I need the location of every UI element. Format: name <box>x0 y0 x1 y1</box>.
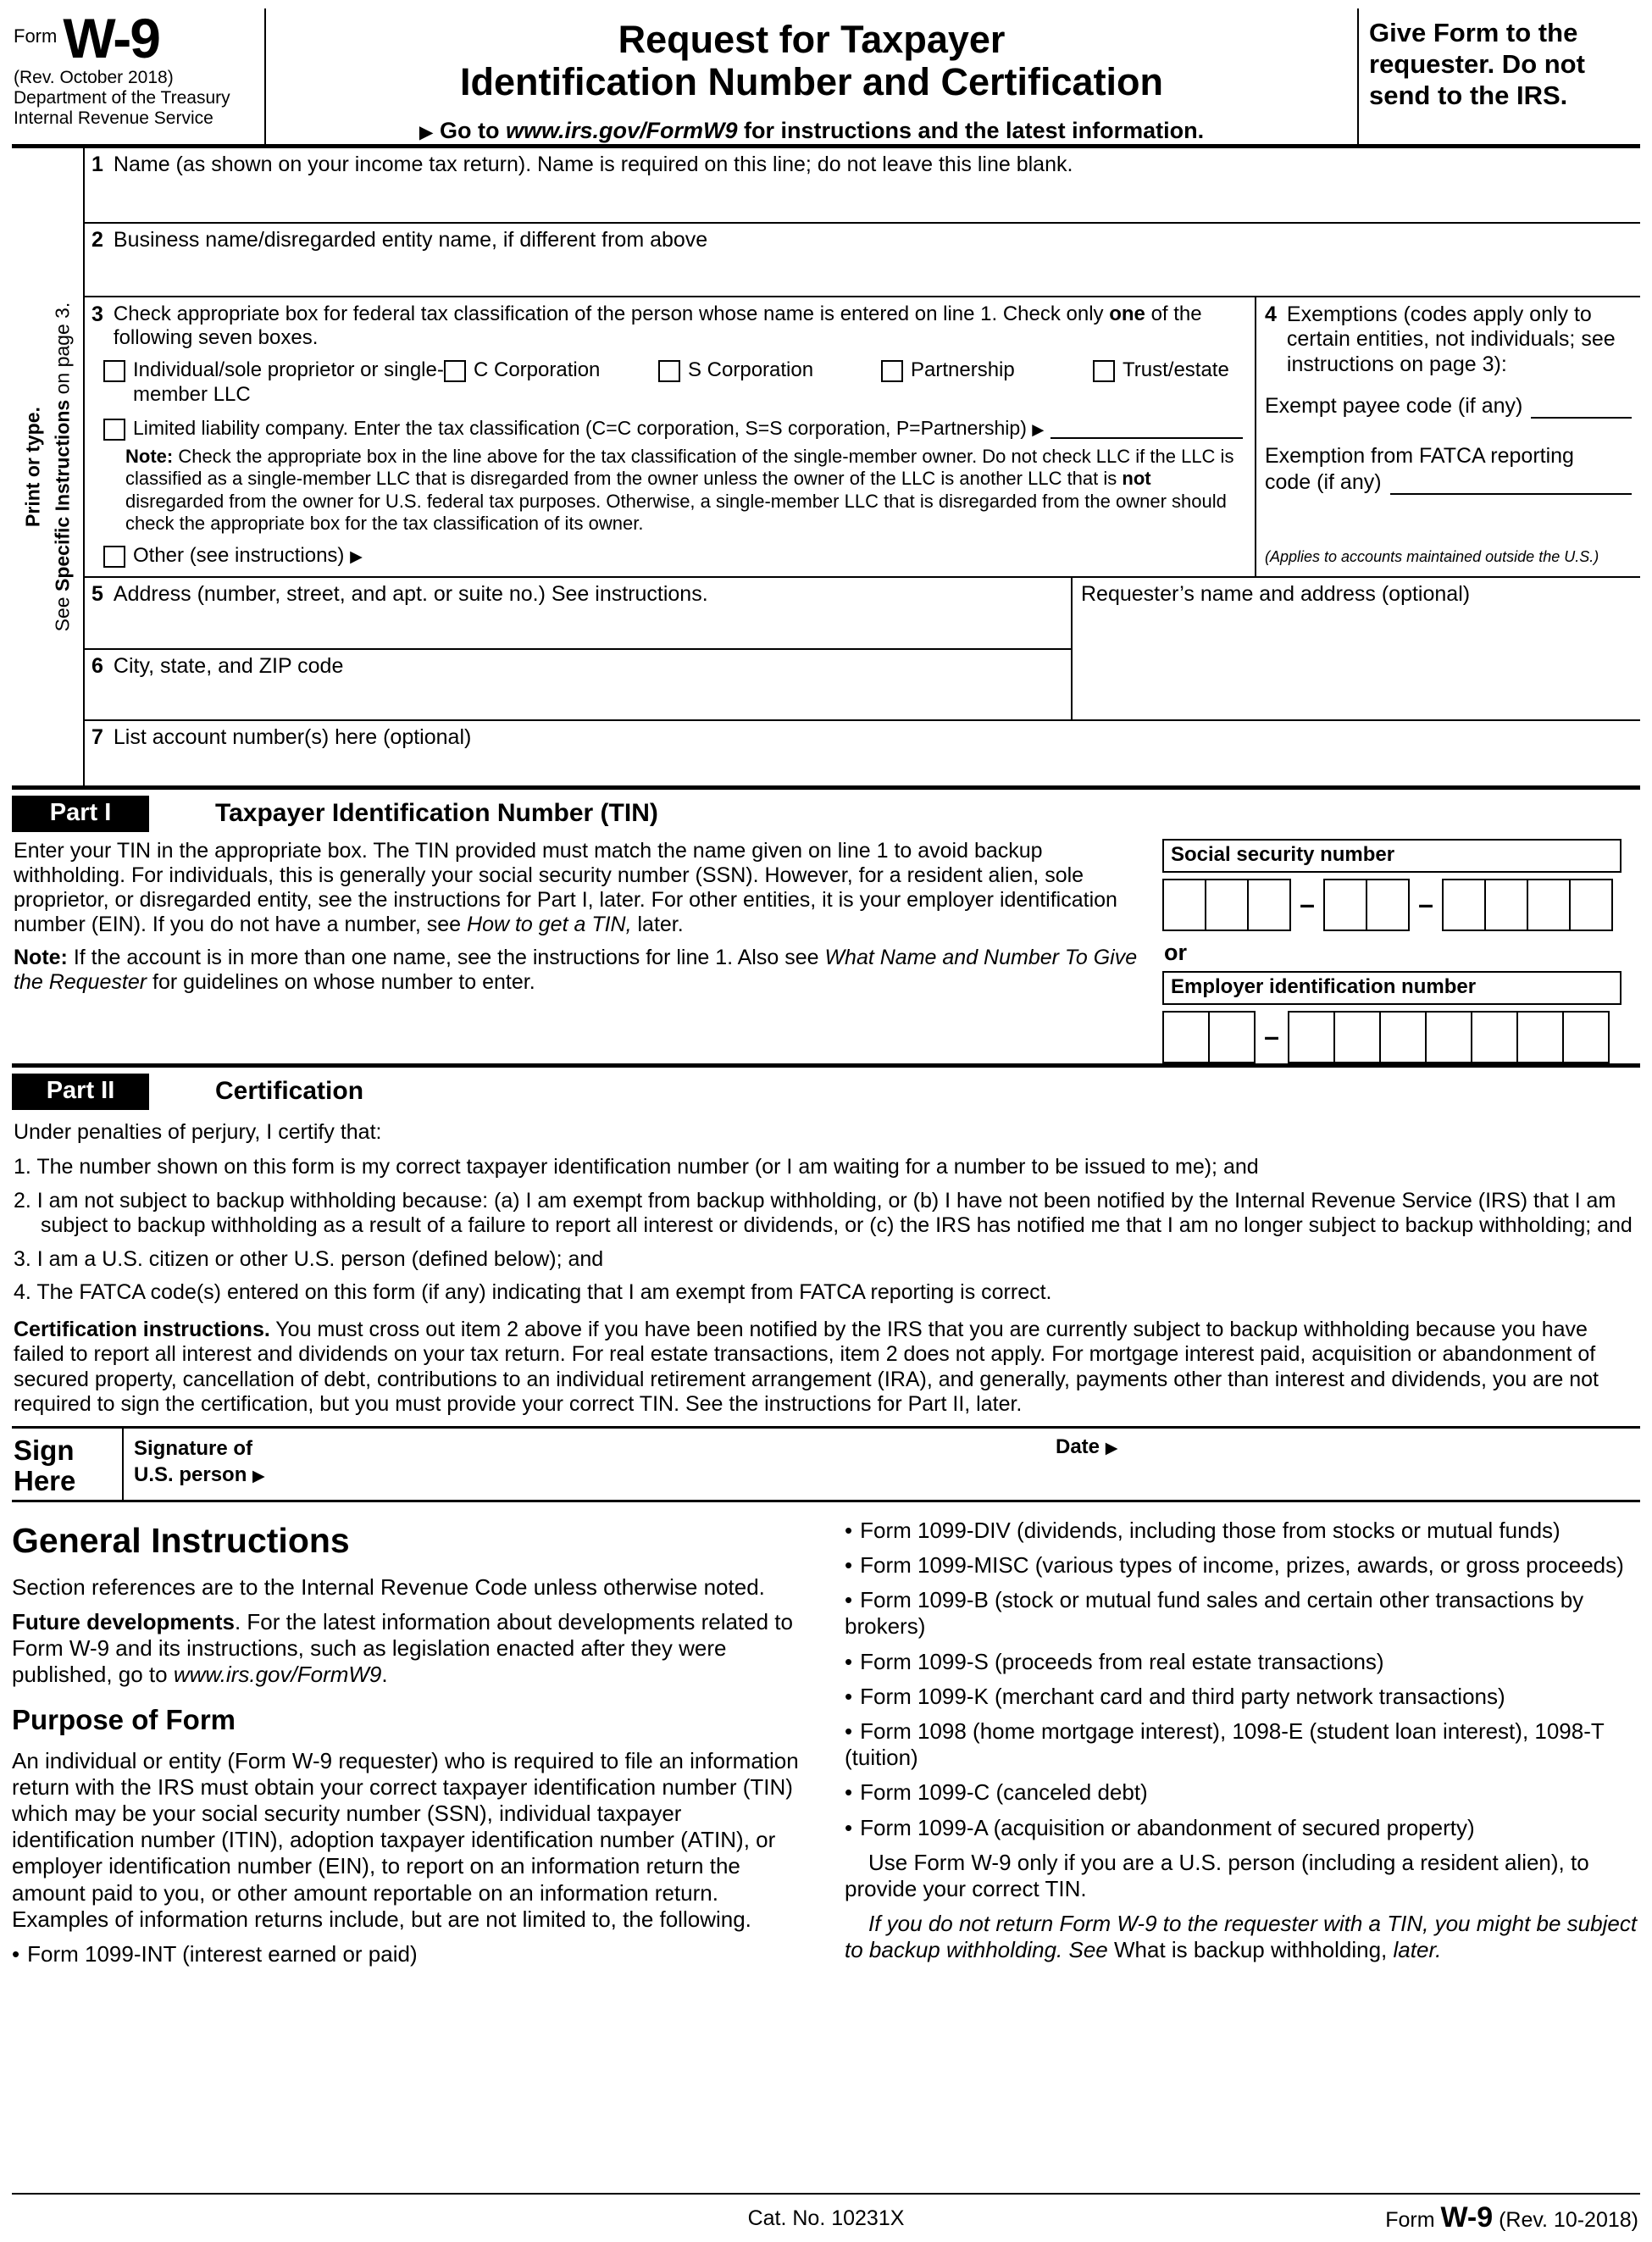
other-option <box>103 544 1248 568</box>
line4-label: Exemptions (codes apply only to certain entities, not individuals; see instructions on page 3): <box>1286 302 1616 376</box>
form-title-line2: Identification Number and Certification <box>459 60 1164 104</box>
line3-label-line <box>91 302 1248 351</box>
sidebar-rotated-text <box>19 302 77 632</box>
bullet-icon: • <box>845 1587 853 1613</box>
right-arrow-icon: ▶ <box>252 1468 265 1486</box>
bullet-icon: • <box>845 1648 853 1674</box>
c-corporation-label: C Corporation <box>474 358 601 382</box>
right-arrow-icon: ▶ <box>1105 1439 1118 1457</box>
ein-digit-cell[interactable] <box>1288 1011 1335 1063</box>
ssn-digit-cell[interactable] <box>1162 879 1206 931</box>
ssn-digit-cell[interactable] <box>1484 879 1528 931</box>
general-instructions-title: General Instructions <box>12 1520 350 1560</box>
goto-text-pre: Go to <box>440 117 506 143</box>
line7-account-numbers-row <box>85 721 1640 785</box>
purpose-of-form-title: Purpose of Form <box>12 1703 236 1735</box>
bullet-icon: • <box>845 1552 853 1579</box>
part1-title: Taxpayer Identification Number (TIN) <box>215 799 658 828</box>
line3-line4-row <box>85 297 1640 578</box>
individual-label: Individual/sole proprietor or single-member LLC <box>133 358 444 406</box>
date-label: Date <box>1056 1435 1100 1458</box>
part1-body <box>12 837 1640 1063</box>
ein-digit-cell[interactable] <box>1379 1011 1427 1063</box>
ein-digit-cell[interactable] <box>1333 1011 1381 1063</box>
tin-entry-area <box>1150 837 1640 1063</box>
requester-box <box>1071 578 1640 719</box>
line3-note: Note: Check the appropriate box in the line above for the tax classification of the single-member owner. Do not check LLC if the LLC is classified as a single-member LLC that is disregarded from the owner unless the owner of the LLC is another LLC that is not disregarded from the owner for U.S. federal tax purposes. Otherwise, a single-member LLC that is disregarded from the owner should check the appropriate box for the tax classification of its owner. <box>125 446 1234 535</box>
see-specific-instructions-label: See Specific Instructions on page 3. <box>51 302 73 632</box>
ein-digit-cell[interactable] <box>1162 1011 1210 1063</box>
name-input[interactable] <box>91 177 1633 218</box>
bullet-1099-b: • Form 1099-B (stock or mutual fund sales and certain other transactions by brokers) <box>845 1587 1584 1640</box>
form-word-label: Form <box>14 25 58 47</box>
ssn-digit-cell[interactable] <box>1205 879 1249 931</box>
line5-address-row <box>85 578 1071 650</box>
catalog-number: Cat. No. 10231X <box>747 2206 905 2230</box>
certification-instructions: Certification instructions. You must cross out item 2 above if you have been notified by the IRS that you are currently subject to backup withholding because you have failed to report all interest and dividends on your tax return. For real estate transactions, item 2 does not apply. For mortgage interest paid, acquisition or abandonment of secured property, cancellation of debt, contributions to an individual retirement arrangement (IRA), and generally, payments other than interest and dividends, you are not required to sign the certification, but you must provide your correct TIN. See the instructions for Part II, later. <box>14 1317 1599 1417</box>
page-footer <box>12 2193 1640 2242</box>
fatca-label-line2 <box>1265 470 1632 495</box>
bullet-1099-c: • Form 1099-C (canceled debt) <box>845 1779 1148 1806</box>
certification-intro: Under penalties of perjury, I certify that: <box>14 1119 382 1144</box>
line4-number: 4 <box>1265 302 1277 326</box>
requester-label: Requester’s name and address (optional) <box>1081 581 1471 606</box>
form-header <box>12 8 1640 148</box>
part1-badge: Part I <box>12 796 149 832</box>
bullet-1099-k: • Form 1099-K (merchant card and third party network transactions) <box>845 1683 1505 1709</box>
checkbox-c-corporation[interactable] <box>444 360 466 382</box>
certification-item-1: 1. The number shown on this form is my correct taxpayer identification number (or I am waiting for a number to be issued to me); and <box>14 1155 1259 1179</box>
business-name-input[interactable] <box>91 253 1633 291</box>
line4-label-line <box>1265 302 1632 378</box>
address-city-block <box>85 578 1071 719</box>
footer-form-number: W-9 <box>1440 2201 1494 2234</box>
future-developments-paragraph: Future developments. For the latest information about developments related to Form W-9 and its instructions, such as legislation enacted after they were published, go to www.irs.gov/FormW9. <box>12 1609 793 1688</box>
ssn-digit-cell[interactable] <box>1323 879 1367 931</box>
part1-note: Note: If the account is in more than one name, see the instructions for line 1. Also see What Name and Number To Give the Requester for guidelines on whose number to enter. <box>14 945 1138 994</box>
instructions-right-column <box>826 1518 1640 2193</box>
date-area[interactable] <box>1056 1429 1640 1500</box>
line1-number: 1 <box>91 152 103 176</box>
bullet-icon: • <box>845 1683 853 1709</box>
purpose-paragraph: An individual or entity (Form W-9 requester) who is required to file an information return with the IRS must obtain your correct taxpayer identification number (TIN) which may be your social security number (SSN), individual taxpayer identification number (ITIN), adoption taxpayer identification number (ATIN), or employer identification number (EIN), to report on an information return the amount paid to you, or other amount reportable on an information return. Examples of information returns include, but are not limited to, the following. <box>12 1747 799 1932</box>
part1-paragraph: Enter your TIN in the appropriate box. The TIN provided must match the name given on line 1 to avoid backup withholding. For individuals, this is generally your social security number (SSN). However, for a resident alien, sole proprietor, or disregarded entity, see the instructions for Part I, later. For other entities, it is your employer identification number (EIN). If you do not have a number, see How to get a TIN, later. <box>14 838 1117 936</box>
form-number: W-9 <box>63 7 159 69</box>
general-instructions-section <box>12 1518 1640 2193</box>
line5-line6-row <box>85 578 1640 721</box>
signature-area[interactable] <box>122 1429 1056 1500</box>
print-or-type-sidebar <box>12 148 85 785</box>
part1-header-bar <box>12 785 1640 837</box>
footer-form-id: Form W-9 (Rev. 10-2018) <box>1385 2201 1638 2234</box>
form-title <box>266 19 1357 104</box>
or-label: or <box>1164 939 1187 965</box>
ein-digit-cell[interactable] <box>1425 1011 1472 1063</box>
fatca-code-label: code (if any) <box>1265 470 1382 495</box>
bullet-icon: • <box>845 1718 853 1745</box>
line5-number: 5 <box>91 581 103 606</box>
checkbox-other[interactable] <box>103 546 125 568</box>
line2-business-name-row <box>85 224 1640 297</box>
trust-estate-label: Trust/estate <box>1123 358 1229 382</box>
fatca-code-input[interactable] <box>1390 476 1632 495</box>
s-corporation-option <box>658 358 881 407</box>
line7-label: List account number(s) here (optional) <box>113 724 472 749</box>
ein-digit-cell[interactable] <box>1471 1011 1518 1063</box>
classification-checkbox-row <box>103 358 1248 407</box>
right-arrow-icon: ▶ <box>419 120 434 142</box>
c-corporation-option <box>444 358 658 407</box>
line6-city-row <box>85 650 1071 719</box>
checkbox-llc[interactable] <box>103 419 125 441</box>
individual-option <box>103 358 444 407</box>
ssn-input-cells <box>1162 879 1640 931</box>
form-title-block <box>266 8 1359 144</box>
ssn-digit-cell[interactable] <box>1527 879 1571 931</box>
account-numbers-input[interactable] <box>91 750 1633 781</box>
bullet-icon: • <box>12 1940 20 1967</box>
ssn-digit-cell[interactable] <box>1569 879 1613 931</box>
applies-outside-us-note: (Applies to accounts maintained outside the U.S.) <box>1265 547 1599 565</box>
ein-digit-cell[interactable] <box>1208 1011 1256 1063</box>
line1-label-line <box>91 153 1633 178</box>
goto-instructions-line <box>266 118 1357 144</box>
ein-dash: – <box>1264 1021 1279 1052</box>
give-form-to-requester-note: Give Form to the requester. Do not send to the IRS. <box>1369 18 1585 111</box>
ssn-label-box: Social security number <box>1162 839 1622 873</box>
ein-digit-cell[interactable] <box>1516 1011 1564 1063</box>
certification-item-4: 4. The FATCA code(s) entered on this form (if any) indicating that I am exempt from FATCA reporting is correct. <box>14 1280 1052 1305</box>
form-revision: (Rev. October 2018) <box>14 67 174 87</box>
exempt-payee-label: Exempt payee code (if any) <box>1265 394 1523 419</box>
field-grid <box>12 148 1640 785</box>
sign-here-section <box>12 1426 1640 1502</box>
section-references-paragraph: Section references are to the Internal Revenue Code unless otherwise noted. <box>12 1573 765 1600</box>
backup-withholding-tip: If you do not return Form W-9 to the requester with a TIN, you might be subject to backup withholding. See What is backup withholding, later. <box>845 1911 1638 1963</box>
part1-instructions-text <box>12 837 1150 1063</box>
form-identity-block <box>12 8 266 144</box>
line3-number: 3 <box>91 302 103 326</box>
ssn-dash: – <box>1418 889 1433 920</box>
certification-item-2: 2. I am not subject to backup withholding because: (a) I am exempt from backup withholding, or (b) I have not been notified by the Internal Revenue Service (IRS) that I am subject to backup withholding as a result of a failure to report all interest or dividends, or (c) the IRS has notified me that I am no longer subject to backup withholding; and <box>14 1188 1633 1238</box>
checkbox-partnership[interactable] <box>881 360 903 382</box>
bullet-icon: • <box>845 1779 853 1806</box>
line6-label-line <box>91 654 1064 680</box>
partnership-label: Partnership <box>911 358 1015 382</box>
part2-badge: Part II <box>12 1074 149 1110</box>
print-or-type-label: Print or type. <box>21 406 44 527</box>
llc-label: Limited liability company. Enter the tax classification (C=C corporation, S=S corporation, P=Partnership) ▶ <box>133 417 1045 440</box>
right-arrow-icon: ▶ <box>1032 420 1045 439</box>
department-line: Department of the Treasury <box>14 87 230 108</box>
line1-label: Name (as shown on your income tax return). Name is required on this line; do not leave this line blank. <box>113 152 1073 176</box>
signature-of-us-person-label: Signature of U.S. person ▶ <box>134 1436 265 1487</box>
exempt-payee-line <box>1265 394 1632 419</box>
part2-body <box>12 1115 1640 1426</box>
ssn-digit-cell[interactable] <box>1442 879 1486 931</box>
instructions-left-column <box>12 1518 826 2193</box>
ein-label-box: Employer identification number <box>1162 971 1622 1005</box>
irs-form-w9-url[interactable]: www.irs.gov/FormW9 <box>506 117 738 143</box>
line6-label: City, state, and ZIP code <box>113 653 344 678</box>
checkbox-trust-estate[interactable] <box>1093 360 1115 382</box>
line5-label-line <box>91 582 1064 608</box>
exempt-payee-code-input[interactable] <box>1531 400 1632 419</box>
checkbox-individual[interactable] <box>103 360 125 382</box>
ein-digit-cell[interactable] <box>1562 1011 1610 1063</box>
llc-option <box>103 417 1248 441</box>
other-label: Other (see instructions) ▶ <box>133 543 363 567</box>
goto-text-post: for instructions and the latest information. <box>737 117 1205 143</box>
bullet-1099-misc: • Form 1099-MISC (various types of income, prizes, awards, or gross proceeds) <box>845 1552 1624 1579</box>
line3-tax-classification <box>85 297 1255 576</box>
form-number-row <box>14 7 258 69</box>
bullet-1098: • Form 1098 (home mortgage interest), 1098-E (student loan interest), 1098-T (tuition) <box>845 1718 1605 1771</box>
s-corporation-label: S Corporation <box>688 358 814 382</box>
bullet-icon: • <box>845 1814 853 1840</box>
line2-label-line <box>91 228 1633 253</box>
llc-classification-input[interactable] <box>1051 417 1243 439</box>
sign-here-label: Sign Here <box>14 1434 76 1497</box>
line5-label: Address (number, street, and apt. or suite no.) See instructions. <box>113 581 708 606</box>
line2-number: 2 <box>91 227 103 252</box>
line2-label: Business name/disregarded entity name, if different from above <box>113 227 708 252</box>
ssn-dash: – <box>1300 889 1315 920</box>
agency-line: Internal Revenue Service <box>14 108 213 128</box>
bullet-icon: • <box>845 1517 853 1543</box>
bullet-1099-s: • Form 1099-S (proceeds from real estate transactions) <box>845 1648 1384 1674</box>
city-state-zip-input[interactable] <box>91 679 1064 715</box>
bullet-1099-int: • Form 1099-INT (interest earned or paid) <box>12 1940 418 1967</box>
irs-form-w9-url[interactable]: www.irs.gov/FormW9 <box>173 1662 382 1688</box>
checkbox-s-corporation[interactable] <box>658 360 680 382</box>
partnership-option <box>881 358 1093 407</box>
certification-item-3: 3. I am a U.S. citizen or other U.S. person (defined below); and <box>14 1246 604 1271</box>
part2-title: Certification <box>215 1077 364 1106</box>
fatca-label-line1: Exemption from FATCA reporting <box>1265 444 1574 469</box>
line7-number: 7 <box>91 724 103 749</box>
use-form-w9-paragraph: Use Form W-9 only if you are a U.S. person (including a resident alien), to provide your correct TIN. <box>845 1849 1589 1901</box>
address-input[interactable] <box>91 607 1064 644</box>
trust-estate-option <box>1093 358 1229 407</box>
line3-label: Check appropriate box for federal tax classification of the person whose name is entered on line 1. Check only one of the following seven boxes. <box>113 302 1202 350</box>
ein-input-cells <box>1162 1011 1640 1063</box>
form-title-line1: Request for Taxpayer <box>618 18 1006 61</box>
field-rows <box>85 148 1640 785</box>
bullet-1099-a: • Form 1099-A (acquisition or abandonment of secured property) <box>845 1814 1475 1840</box>
ssn-digit-cell[interactable] <box>1366 879 1410 931</box>
line1-name-row <box>85 148 1640 224</box>
line4-exemptions <box>1255 297 1640 576</box>
requester-name-address-input[interactable] <box>1081 607 1632 715</box>
right-arrow-icon: ▶ <box>350 547 363 566</box>
bullet-1099-div: • Form 1099-DIV (dividends, including those from stocks or mutual funds) <box>845 1517 1561 1543</box>
line6-number: 6 <box>91 653 103 678</box>
ssn-digit-cell[interactable] <box>1247 879 1291 931</box>
line7-label-line <box>91 725 1633 751</box>
part2-header-bar <box>12 1063 1640 1115</box>
